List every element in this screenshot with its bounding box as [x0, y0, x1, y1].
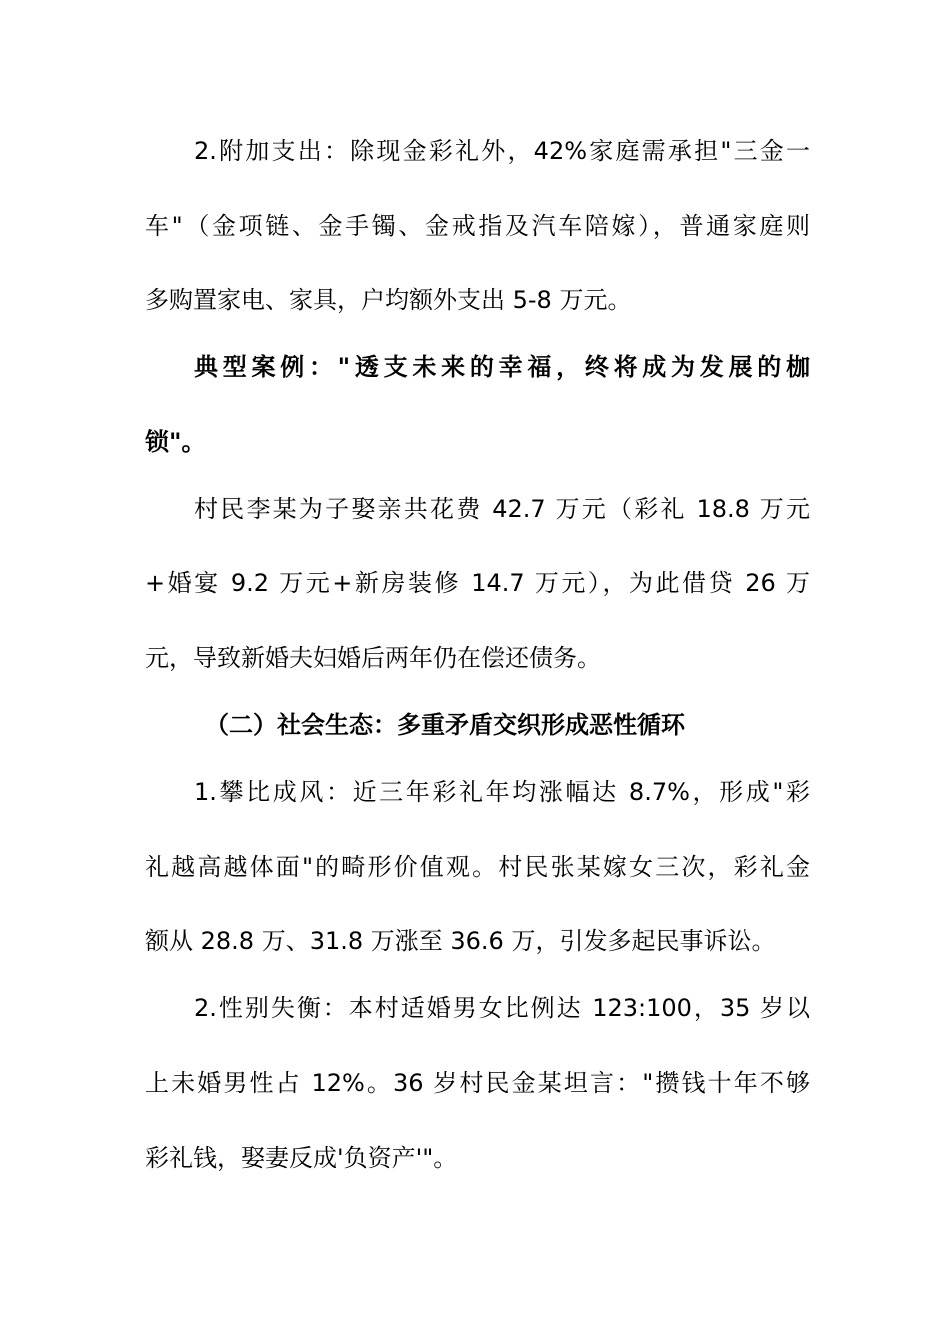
typical-case-heading-line-1: 典型案例："透支未来的幸福，终将成为发展的枷	[194, 353, 810, 381]
paragraph-gender-imbalance-line-1: 2.性别失衡：本村适婚男女比例达 123:100，35 岁以	[194, 994, 810, 1022]
section-heading-social-ecology: （二）社会生态：多重矛盾交织形成恶性循环	[205, 711, 685, 739]
paragraph-comparison-line-1: 1.攀比成风：近三年彩礼年均涨幅达 8.7%，形成"彩	[194, 778, 810, 806]
paragraph-additional-expenses-line-2: 车"（金项链、金手镯、金戒指及汽车陪嫁），普通家庭则	[145, 212, 810, 240]
paragraph-comparison-line-2: 礼越高越体面"的畸形价值观。村民张某嫁女三次，彩礼金	[145, 853, 810, 881]
paragraph-additional-expenses-line-1: 2.附加支出：除现金彩礼外，42%家庭需承担"三金一	[194, 137, 810, 165]
paragraph-case-line-1: 村民李某为子娶亲共花费 42.7 万元（彩礼 18.8 万元	[194, 495, 810, 523]
paragraph-comparison-line-3: 额从 28.8 万、31.8 万涨至 36.6 万，引发多起民事诉讼。	[145, 927, 776, 955]
paragraph-additional-expenses-line-3: 多购置家电、家具，户均额外支出 5-8 万元。	[145, 286, 632, 314]
paragraph-gender-imbalance-line-2: 上未婚男性占 12%。36 岁村民金某坦言："攒钱十年不够	[145, 1069, 810, 1097]
paragraph-case-line-2: +婚宴 9.2 万元+新房装修 14.7 万元），为此借贷 26 万	[145, 569, 810, 597]
paragraph-case-line-3: 元，导致新婚夫妇婚后两年仍在偿还债务。	[145, 644, 601, 672]
typical-case-heading-line-2: 锁"。	[145, 428, 206, 456]
paragraph-gender-imbalance-line-3: 彩礼钱，娶妻反成'负资产'"。	[145, 1144, 458, 1172]
